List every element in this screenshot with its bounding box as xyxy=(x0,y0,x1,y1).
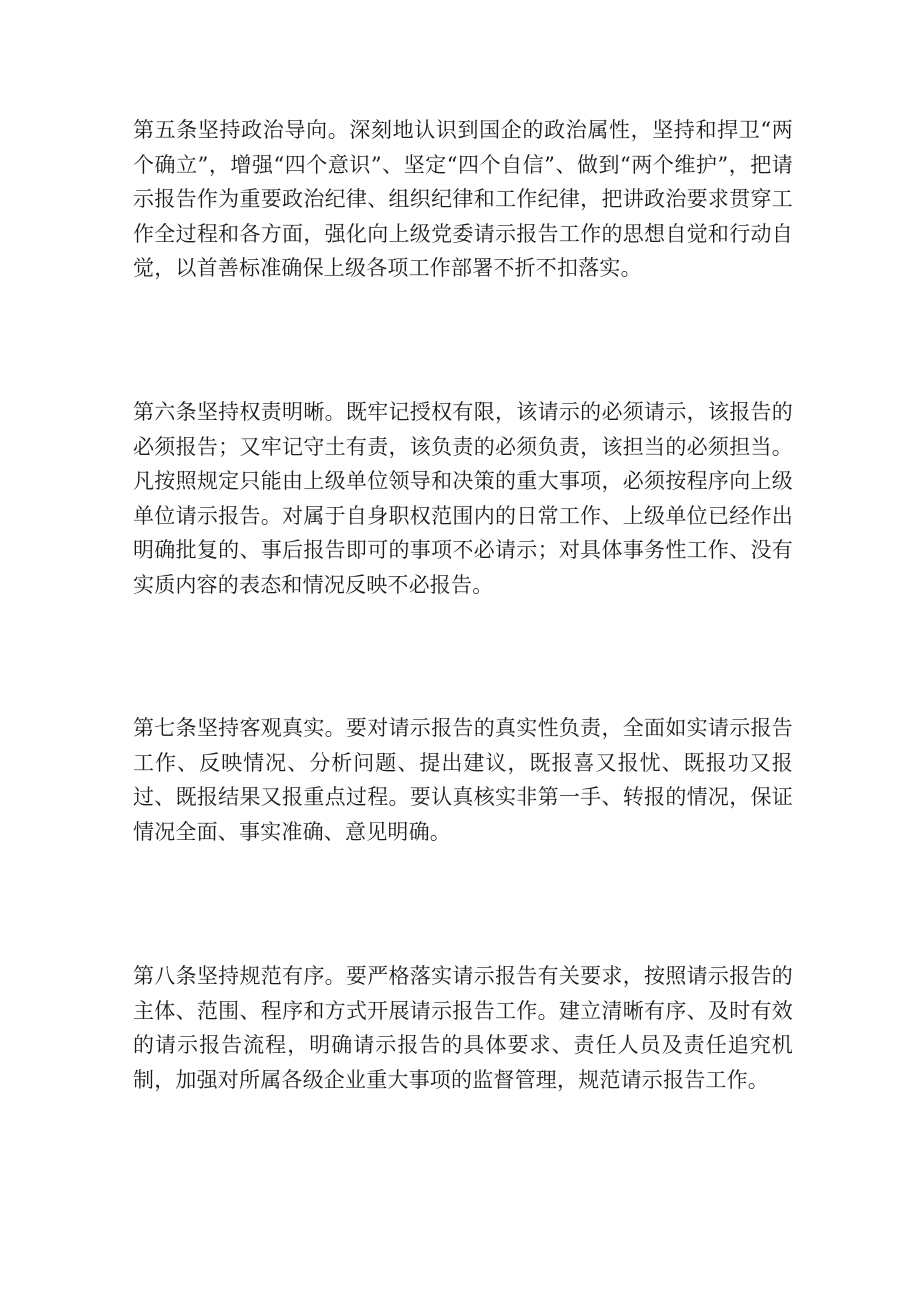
article-8-paragraph: 第八条坚持规范有序。要严格落实请示报告有关要求，按照请示报告的主体、范围、程序和方式开展请示报告工作。建立清晰有序、及时有效的请示报告流程，明确请示报告的具体要求、责任人员及责任追究机制，加强对所属各级企业重大事项的监督管理，规范请示报告工作。 xyxy=(133,964,793,1092)
article-7-paragraph: 第七条坚持客观真实。要对请示报告的真实性负责，全面如实请示报告工作、反映情况、分析问题、提出建议，既报喜又报忧、既报功又报过、既报结果又报重点过程。要认真核实非第一手、转报的情况，保证情况全面、事实准确、意见明确。 xyxy=(133,716,793,844)
article-6-paragraph: 第六条坚持权责明晰。既牢记授权有限，该请示的必须请示，该报告的必须报告；又牢记守土有责，该负责的必须负责，该担当的必须担当。凡按照规定只能由上级单位领导和决策的重大事项，必须按程序向上级单位请示报告。对属于自身职权范围内的日常工作、上级单位已经作出明确批复的、事后报告即可的事项不必请示；对具体事务性工作、没有实质内容的表态和情况反映不必报告。 xyxy=(133,400,793,597)
article-5-paragraph: 第五条坚持政治导向。深刻地认识到国企的政治属性，坚持和捍卫“两个确立”，增强“四个意识”、坚定“四个自信”、做到“两个维护”，把请示报告作为重要政治纪律、组织纪律和工作纪律，把讲政治要求贯穿工作全过程和各方面，强化向上级党委请示报告工作的思想自觉和行动自觉，以首善标准确保上级各项工作部署不折不扣落实。 xyxy=(133,118,793,281)
